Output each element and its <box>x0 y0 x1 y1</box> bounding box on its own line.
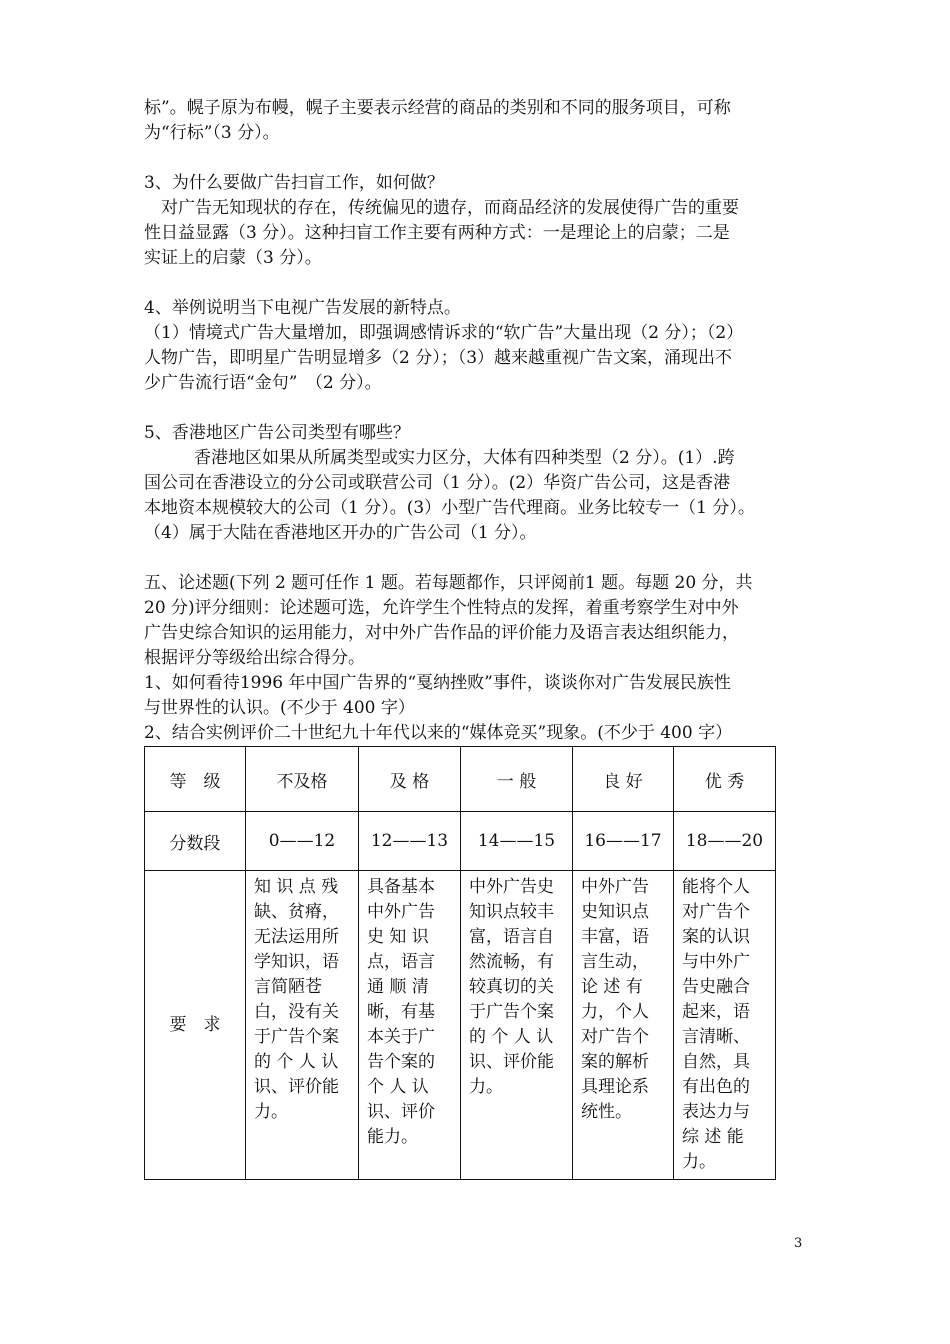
text-line: 本地资本规模较大的公司（1 分）。(3）小型广告代理商。业务比较专一（1 分）。 <box>144 498 755 518</box>
text-line: 香港地区如果从所属类型或实力区分，大体有四种类型（2 分）。(1）.跨 <box>194 448 735 468</box>
essay-question-1: 1、如何看待1996 年中国广告界的“戛纳挫败”事件，谈谈你对广告发展民族性 <box>144 673 731 693</box>
text-line: 少广告流行语“金句” （2 分）。 <box>144 373 382 393</box>
table-row-requirements <box>145 871 776 1180</box>
text-line: 国公司在香港设立的分公司或联营公司（1 分）。(2）华资广告公司，这是香港 <box>144 473 731 493</box>
requirement-cell-average: 中外广告史 知识点较丰 富，语言自 然流畅，有 较真切的关 于广告个案 的 个 人 认 识、评价能 力。 <box>461 871 573 1180</box>
table-cell: 要 求 <box>145 871 246 1180</box>
table-cell: 分数段 <box>145 812 246 871</box>
essay-question-2: 2、结合实例评价二十世纪九十年代以来的“媒体竞买”现象。(不少于 400 字） <box>144 723 733 743</box>
page-number: 3 <box>794 1236 803 1251</box>
text-line: 根据评分等级给出综合得分。 <box>144 648 365 668</box>
text-line: 标”。幌子原为布幔，幌子主要表示经营的商品的类别和不同的服务项目，可称 <box>144 98 731 118</box>
table-cell: 0——12 <box>246 812 359 871</box>
requirement-cell-pass: 具备基本 中外广告 史 知 识 点，语言 通 顺 清 晰，有基 本关于广 告个案的 个 人 认 识、评价 能力。 <box>359 871 461 1180</box>
grading-table <box>144 746 776 1180</box>
requirement-cell-excellent: 能将个人 对广告个 案的认识 与中外广 告史融合 起来，语 言清晰、 自然，具 有出色的 表达力与 综 述 能 力。 <box>674 871 776 1180</box>
text-line: 为“行标”（3 分）。 <box>144 123 280 143</box>
table-cell: 优 秀 <box>674 747 776 812</box>
text-line: 人物广告，即明星广告明显增多（2 分）；（3）越来越重视广告文案，涌现出不 <box>144 348 733 368</box>
requirement-cell-good: 中外广告 史知识点 丰富，语 言生动， 论 述 有 力，个人 对广告个 案的解析 具理论系 统性。 <box>573 871 674 1180</box>
table-cell: 一 般 <box>461 747 573 812</box>
table-cell: 16——17 <box>573 812 674 871</box>
table-cell: 14——15 <box>461 812 573 871</box>
question-4-title: 4、举例说明当下电视广告发展的新特点。 <box>144 298 461 318</box>
table-cell: 等 级 <box>145 747 246 812</box>
text-line: 实证上的启蒙（3 分）。 <box>144 248 322 268</box>
section-5-heading: 五、论述题(下列 2 题可任作 1 题。若每题都作，只评阅前1 题。每题 20 分，共 <box>144 573 753 593</box>
table-cell: 不及格 <box>246 747 359 812</box>
text-line: （4）属于大陆在香港地区开办的广告公司（1 分）。 <box>144 523 537 543</box>
table-cell: 良 好 <box>573 747 674 812</box>
table-cell: 12——13 <box>359 812 461 871</box>
table-row-score-range <box>145 812 776 871</box>
table-header-row <box>145 747 776 812</box>
text-line: 性日益显露（3 分）。这种扫盲工作主要有两种方式：一是理论上的启蒙；二是 <box>144 223 730 243</box>
text-line: 20 分)评分细则：论述题可选，允许学生个性特点的发挥，着重考察学生对中外 <box>144 598 739 618</box>
question-5-title: 5、香港地区广告公司类型有哪些？ <box>144 423 410 443</box>
text-line: 对广告无知现状的存在，传统偏见的遗存，而商品经济的发展使得广告的重要 <box>161 198 739 218</box>
table-cell: 及 格 <box>359 747 461 812</box>
table-cell: 18——20 <box>674 812 776 871</box>
question-3-title: 3、为什么要做广告扫盲工作，如何做？ <box>144 173 444 193</box>
text-line: （1）情境式广告大量增加，即强调感情诉求的“软广告”大量出现（2 分）；（2） <box>144 323 744 343</box>
text-line: 与世界性的认识。(不少于 400 字） <box>144 698 415 718</box>
text-line: 广告史综合知识的运用能力，对中外广告作品的评价能力及语言表达组织能力， <box>144 623 739 643</box>
answer-text-top <box>144 96 810 746</box>
requirement-cell-fail: 知 识 点 残 缺、贫瘠， 无法运用所 学知识，语 言简陋苍 白，没有关 于广告个案 的 个 人 认 识、评价能 力。 <box>246 871 359 1180</box>
